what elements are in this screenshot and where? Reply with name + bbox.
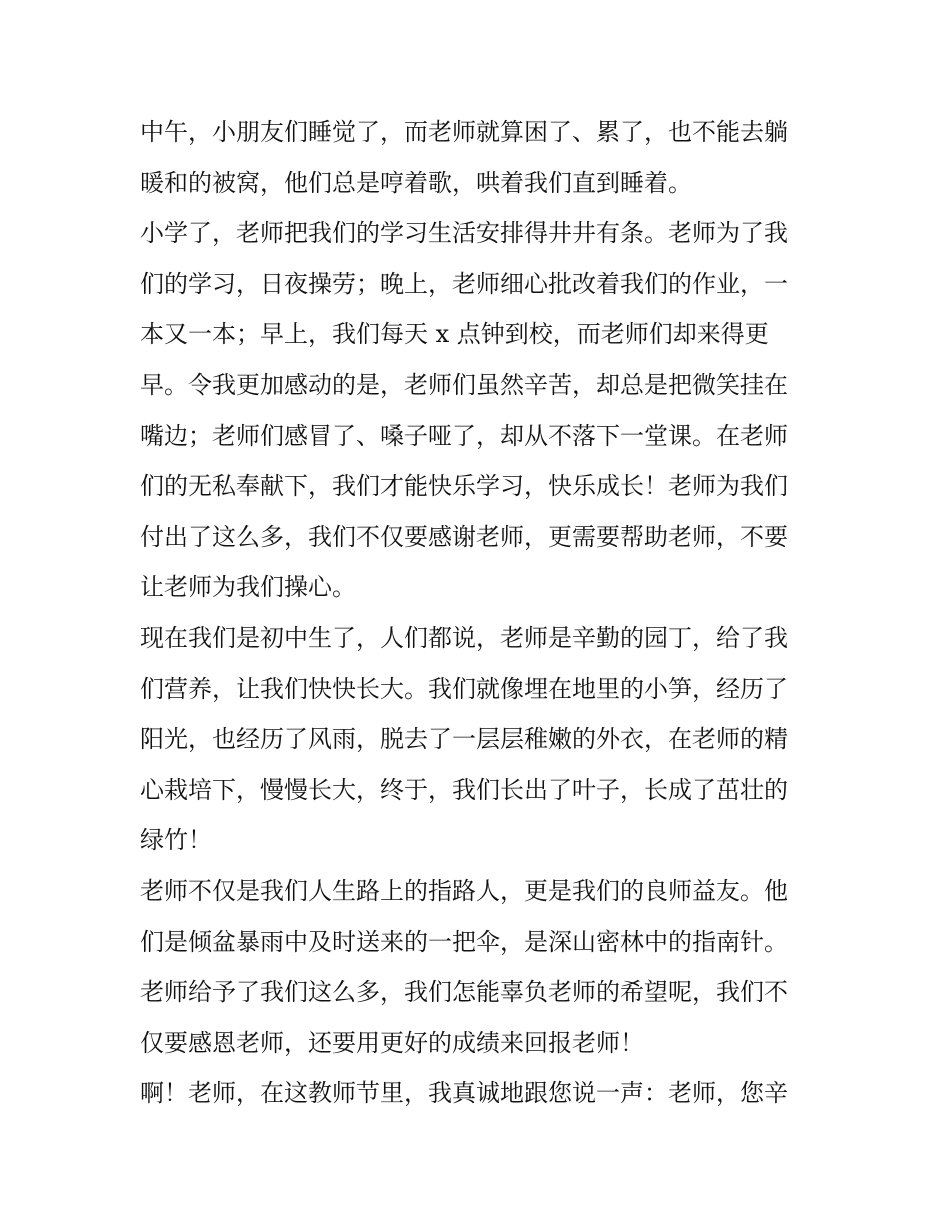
text-line: 老师给予了我们这么多，我们怎能辜负老师的希望呢，我们不 — [140, 978, 788, 1007]
text-line: 们是倾盆暴雨中及时送来的一把伞，是深山密林中的指南针。 — [140, 927, 788, 956]
text-line: 们的无私奉献下，我们才能快乐学习，快乐成长！老师为我们 — [140, 472, 788, 501]
text-line: 中午，小朋友们睡觉了，而老师就算困了、累了，也不能去躺 — [140, 118, 788, 146]
text-line: 仅要感恩老师，还要用更好的成绩来回报老师！ — [140, 1028, 644, 1057]
text-line: 暖和的被窝，他们总是哼着歌，哄着我们直到睡着。 — [140, 168, 692, 197]
text-line: 早。令我更加感动的是，老师们虽然辛苦，却总是把微笑挂在 — [140, 370, 788, 399]
text-line: 现在我们是初中生了，人们都说，老师是辛勤的园丁，给了我 — [140, 623, 788, 652]
text-line: 们的学习，日夜操劳；晚上，老师细心批改着我们的作业，一 — [140, 269, 788, 298]
text-line: 本又一本；早上，我们每天 x 点钟到校，而老师们却来得更 — [140, 320, 769, 349]
text-line: 让老师为我们操心。 — [140, 573, 356, 602]
text-line: 啊！老师，在这教师节里，我真诚地跟您说一声：老师，您辛 — [140, 1079, 788, 1108]
text-line: 心栽培下，慢慢长大，终于，我们长出了叶子，长成了茁壮的 — [140, 775, 788, 804]
text-line: 绿竹！ — [140, 826, 212, 855]
text-line: 付出了这么多，我们不仅要感谢老师，更需要帮助老师，不要 — [140, 522, 788, 551]
text-line: 嘴边；老师们感冒了、嗓子哑了，却从不落下一堂课。在老师 — [140, 421, 788, 450]
text-line: 老师不仅是我们人生路上的指路人，更是我们的良师益友。他 — [140, 876, 788, 905]
text-line: 们营养，让我们快快长大。我们就像埋在地里的小笋，经历了 — [140, 674, 788, 703]
essay-body — [140, 107, 820, 1119]
text-line: 阳光，也经历了风雨，脱去了一层层稚嫩的外衣，在老师的精 — [140, 725, 788, 754]
text-line: 小学了，老师把我们的学习生活安排得井井有条。老师为了我 — [140, 219, 788, 248]
